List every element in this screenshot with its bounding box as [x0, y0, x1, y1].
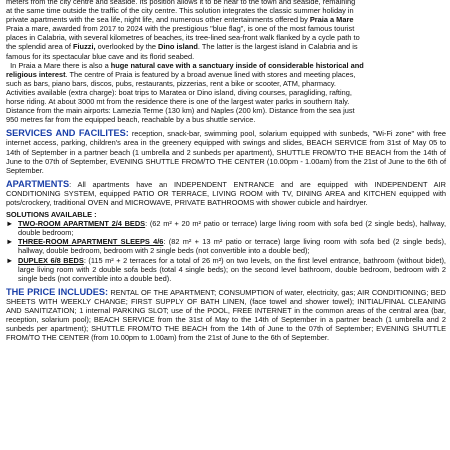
solutions-label: SOLUTIONS AVAILABLE :	[6, 210, 97, 220]
price-paragraph	[6, 288, 446, 343]
services-heading: SERVICES AND FACILITES:	[6, 128, 129, 139]
intro-line: In Praia a Mare there is also a huge natural cave with a sanctuary inside of considerable historical and	[10, 60, 364, 70]
intro-line: Distance from the main airports: Lamezia Terme (130 km) and Naples (200 km). Distance from the sea just	[6, 106, 355, 116]
intro-line: religious interest. The centre of Praia is featured by a broad avenue lined with stores and meeting places,	[6, 69, 356, 79]
services-paragraph	[6, 129, 446, 174]
apartments-heading: APARTMENTS	[6, 178, 70, 189]
apartments-text: : All apartments have an INDEPENDENT ENTRANCE and are equipped with INDEPENDENT AIR CONDITIONING SYSTEM, equipped PATIO OR TERRACE, LIVING ROOM with TV, DINING AREA and KITCHEN equipped with pots/crockery, traditional OVEN and MICROWAVE, PRIVATE BATHROOMS with shower cubicle and hairdryer.	[6, 179, 446, 207]
services-text: reception, snack-bar, swimming pool, solarium equipped with sunbeds, "Wi-Fi zone" with free internet access, parking, children's area in the greenery equipped with swings and slides, BEACH SERVICE from 31st of May 05 to 14th of September in a partner beach (1 umbrella and 2 sunbeds per apartment), SHUTTLE FROM/TO THE BEACH from the 14th of June to the 07th of September, EVENING SHUTTLE FROM/TO THE CENTER (10.00pm - 1.00am) from the 21st of June to the 6th of September.	[6, 129, 447, 175]
apartments-paragraph	[6, 180, 446, 207]
intro-line: meters from the city centre and seaside. Its position allows it to be near to the town and seaside, remaining	[6, 0, 356, 6]
solutions-list	[6, 219, 446, 283]
bullet-icon: ►	[6, 255, 14, 265]
intro-line: horse riding. At about 3000 mt from the residence there is one of the largest water parks in southern Italy.	[6, 97, 350, 107]
intro-line: such as bars, piano bars, discos, pubs, restaurants, pizzerias, rent a bike or scooter, ATM, pharmacy.	[6, 78, 336, 88]
price-heading: THE PRICE INCLUDES:	[6, 286, 109, 297]
intro-line: famous for its spectacular blue cave and its florid seabed.	[6, 51, 195, 61]
list-item: ► DUPLEX 6/8 BEDS: (115 m² + 2 terraces for a total of 26 m²) on two levels, on the first level entrance, bathroom (without bidet), large living room with 2 double sofa beds (total 4 single beds); on the second level bathroom, double bedroom, bedroom with 2 single beds (not convertible into a double bed).	[6, 255, 446, 283]
bullet-icon: ►	[6, 219, 14, 229]
intro-line: 950 metres far from the equipped beach, reachable by a bus shuttle service.	[6, 115, 256, 125]
apartments-section	[6, 180, 446, 283]
intro-line: Praia a mare, awarded from 2017 to 2024 with the prestigious "blue flag", is one of the most famous tourist	[6, 24, 355, 34]
list-item: ► TWO-ROOM APARTMENT 2/4 BEDS: (62 m² + 20 m² patio or terrace) large living room with sofa bed (2 single beds), hallway, double bedroom;	[6, 219, 446, 238]
intro-line: the splendid area of Fiuzzi, overlooked by the Dino island. The latter is the largest island in Calabria and is	[6, 42, 358, 52]
list-item: ► THREE-ROOM APARTMENT SLEEPS 4/6: (82 m² + 13 m² patio or terrace) large living room with sofa bed (2 single beds), hallway, double bedroom, bedroom with 2 single beds (not convertible into a double bed);	[6, 237, 446, 256]
price-section	[6, 288, 446, 343]
bullet-icon: ►	[6, 237, 14, 247]
intro-line: Activities available (extra charge): boat trips to Maratea or Dino island, diving courses, paragliding, rafting,	[6, 87, 352, 97]
document-page	[6, 0, 446, 342]
services-section	[6, 129, 446, 174]
intro-line: at the same time outside the traffic of the city centre. This solution integrates the classic summer holiday in	[6, 6, 354, 16]
intro-section	[6, 0, 446, 124]
price-text: RENTAL OF THE APARTMENT; CONSUMPTION of water, electricity, gas; AIR CONDITIONING; BED SHEETS WITH WEEKLY CHANGE; FIRST SUPPLY OF BATH LINEN, (face towel and shower towel); INITIAL/FINAL CLEANING AND SANITIZATION; 1 internal PARKING SLOT; use of the POOL, FREE INTERNET in the common areas of the central area (bar, reception, solarium pool); BEACH SERVICE from the 31st of May to the 14th of September in a partner beach (1 umbrella and 2 sunbeds per apartment); SHUTTLE FROM/TO THE BEACH from the 14th of June to the 07th of September; EVENING SHUTTLE FROM/TO THE CENTER (from 10.00pm to 1.00am) from the 21st of June to the 6th of September.	[6, 287, 446, 343]
intro-line: places in Calabria, with several kilometres of beaches, its tree-lined sea-front walk flanked by a cycle path to	[6, 33, 360, 43]
intro-line: private apartments with the sea life, night life, and numerous other entertainments offered by Praia a Mare	[6, 15, 354, 25]
